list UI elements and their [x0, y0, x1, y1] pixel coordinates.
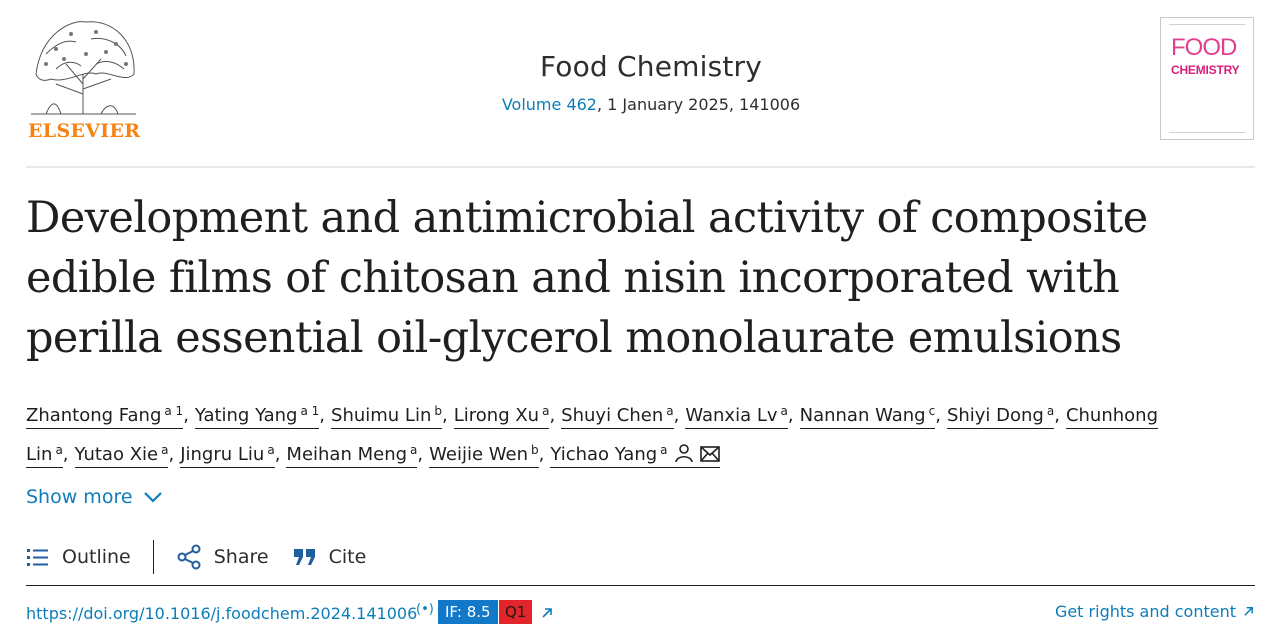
author-name: Shuimu Lin: [331, 405, 432, 426]
quartile-badge[interactable]: Q1: [499, 600, 532, 624]
author-link[interactable]: [331, 405, 442, 429]
outline-button[interactable]: [26, 546, 131, 568]
share-button[interactable]: [176, 544, 269, 570]
author-name: Yating Yang: [194, 405, 298, 426]
article-toolbar: [26, 538, 366, 576]
author-affiliation: a: [1046, 404, 1055, 418]
author-separator: ,: [673, 405, 680, 426]
external-link-icon[interactable]: [540, 606, 554, 620]
outline-label: Outline: [62, 546, 131, 568]
author-affiliation: a: [780, 404, 788, 418]
list-icon: [26, 547, 50, 567]
author-link[interactable]: [550, 444, 719, 468]
author-link[interactable]: [561, 405, 673, 429]
elsevier-logo[interactable]: [26, 14, 141, 144]
cite-button[interactable]: [293, 546, 367, 568]
cover-rule-bottom: [1169, 132, 1245, 133]
show-more-button[interactable]: [26, 486, 163, 508]
share-label: Share: [213, 546, 269, 568]
author-name: Jingru Liu: [180, 444, 265, 465]
author-name: Nannan Wang: [799, 405, 926, 426]
journal-cover-thumbnail[interactable]: [1160, 17, 1254, 140]
author-name: Wanxia Lv: [685, 405, 778, 426]
author-affiliation: a 1: [164, 404, 184, 418]
author-name: Shuyi Chen: [561, 405, 664, 426]
author-affiliation: a: [267, 443, 275, 457]
author-separator: ,: [442, 405, 448, 426]
author-affiliation: a: [666, 404, 674, 418]
toolbar-separator: [153, 540, 154, 574]
toolbar-divider: [26, 585, 1255, 586]
author-affiliation: a 1: [300, 404, 320, 418]
cover-title-chemistry: CHEMISTRY: [1171, 63, 1240, 77]
article-footer: [26, 600, 1255, 626]
get-rights-link[interactable]: [1055, 602, 1255, 621]
volume-link[interactable]: Volume 462: [501, 95, 597, 114]
author-separator: ,: [787, 405, 794, 426]
author-separator: ,: [183, 405, 189, 426]
author-name: Weijie Wen: [429, 444, 528, 465]
article-title: Development and antimicrobial activity of composite edible films of chitosan and nisin incorporated with perilla essential oil-glycerol monolaurate emulsions: [26, 193, 1148, 363]
author-name: Shiyi Dong: [946, 405, 1044, 426]
broadcast-icon[interactable]: (•): [416, 602, 434, 617]
journal-title[interactable]: Food Chemistry: [539, 50, 763, 83]
author-affiliation: a: [161, 443, 169, 457]
author-affiliation: b: [434, 404, 442, 418]
author-affiliation: a: [542, 404, 550, 418]
tree-icon: [26, 14, 141, 118]
journal-info: [426, 50, 876, 114]
author-affiliation: b: [530, 443, 539, 457]
author-affiliation: a: [410, 443, 418, 457]
author-link[interactable]: [800, 405, 936, 429]
author-separator: ,: [538, 444, 545, 465]
author-link[interactable]: [180, 444, 274, 468]
author-separator: ,: [168, 444, 175, 465]
author-separator: ,: [62, 444, 69, 465]
author-separator: ,: [1054, 405, 1060, 426]
show-more-label: Show more: [26, 486, 133, 508]
author-link[interactable]: [429, 444, 538, 468]
envelope-icon: [700, 445, 720, 463]
author-separator: ,: [319, 405, 326, 426]
external-link-icon: [1242, 605, 1255, 618]
cover-title-food: FOOD: [1171, 34, 1237, 61]
author-affiliation: a: [55, 443, 63, 457]
header-divider: [26, 166, 1255, 168]
author-name: Zhantong Fang: [26, 405, 162, 426]
author-list: [26, 394, 1255, 472]
quote-icon: [293, 547, 317, 567]
author-name: Yichao Yang: [550, 444, 658, 465]
person-icon: [674, 443, 694, 463]
author-link[interactable]: [26, 405, 183, 429]
author-link[interactable]: [75, 444, 169, 468]
author-name: Meihan Meng: [286, 444, 408, 465]
author-name: Yutao Xie: [74, 444, 159, 465]
author-link[interactable]: [195, 405, 319, 429]
author-affiliation: a: [660, 443, 668, 457]
share-icon: [176, 544, 202, 570]
cover-rule-top: [1169, 24, 1245, 25]
author-affiliation: c: [928, 404, 936, 418]
author-link[interactable]: [947, 405, 1054, 429]
elsevier-wordmark: ELSEVIER: [28, 120, 141, 142]
author-separator: ,: [274, 444, 281, 465]
author-separator: ,: [935, 405, 941, 426]
article-header: [26, 14, 1255, 164]
issue-line: [426, 95, 876, 114]
issue-details: , 1 January 2025, 141006: [596, 95, 801, 114]
author-separator: ,: [549, 405, 556, 426]
chevron-down-icon: [143, 491, 163, 503]
author-name: Chunhong Lin: [26, 405, 1159, 465]
author-link[interactable]: [685, 405, 788, 429]
doi-link[interactable]: https://doi.org/10.1016/j.foodchem.2024.141006: [26, 604, 418, 623]
author-name: Lirong Xu: [453, 405, 540, 426]
impact-factor-badge[interactable]: IF: 8.5: [438, 600, 498, 624]
get-rights-label: Get rights and content: [1054, 602, 1236, 621]
author-link[interactable]: [286, 444, 417, 468]
cite-label: Cite: [328, 546, 367, 568]
author-link[interactable]: [454, 405, 550, 429]
author-separator: ,: [417, 444, 424, 465]
